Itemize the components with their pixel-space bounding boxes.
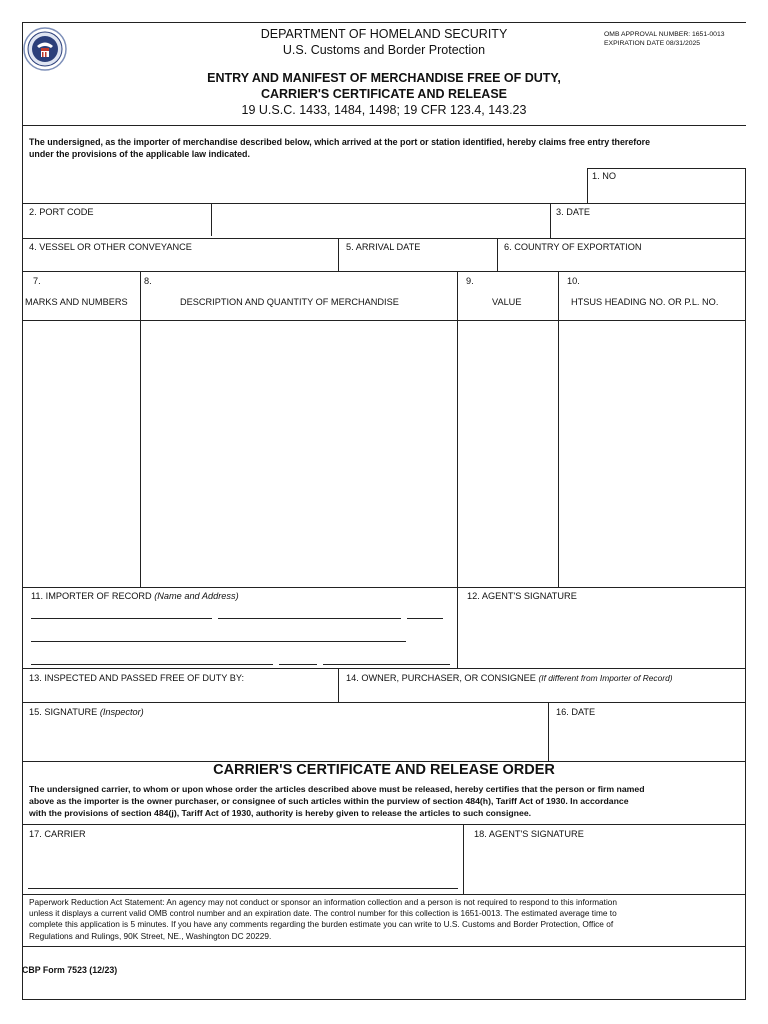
row3-top [22, 238, 746, 239]
paperwork-text [29, 897, 617, 942]
paperwork-top [22, 894, 746, 895]
carrier-title: CARRIER'S CERTIFICATE AND RELEASE ORDER [213, 762, 555, 778]
carrier-label: 17. CARRIER [29, 829, 86, 839]
table-header-bottom [22, 320, 746, 321]
carrier-text [29, 783, 645, 819]
col9-div [457, 271, 458, 668]
date16-div [548, 702, 549, 761]
form-title-line2: CARRIER'S CERTIFICATE AND RELEASE [260, 87, 508, 101]
agent-sig18-label: 18. AGENT'S SIGNATURE [474, 829, 584, 839]
frame-left [22, 22, 23, 1000]
carrier-underline [28, 888, 458, 889]
col9-num: 9. [466, 276, 474, 286]
importer-line-2[interactable] [31, 641, 406, 642]
paperwork-line-4: Regulations and Rulings, 90K Street, NE., Washington DC 20229. [29, 930, 272, 941]
col7-header: MARKS AND NUMBERS [25, 297, 128, 307]
importer-line-1c[interactable] [407, 618, 443, 619]
expiration-date: EXPIRATION DATE 08/31/2025 [604, 40, 701, 47]
signature-label [29, 707, 144, 717]
agent-sig-label: 12. AGENT'S SIGNATURE [467, 591, 577, 601]
arrival-div [338, 238, 339, 272]
date16-label: 16. DATE [556, 707, 596, 717]
carrier-line-2: above as the importer is the owner purchaser, or consignee of such articles within the purview of section 484(h), Tariff Act of 1930. In accordance [29, 796, 629, 806]
row2-top [22, 203, 746, 204]
inspector-signature-input[interactable] [28, 726, 540, 744]
col8-div [140, 271, 141, 587]
intro-line-2: under the provisions of the applicable law indicated. [29, 149, 250, 159]
htsus-input[interactable] [562, 324, 742, 584]
owner-label [346, 673, 673, 683]
form-citation: 19 U.S.C. 1433, 1484, 1498; 19 CFR 123.4, 143.23 [241, 103, 527, 117]
divider-intro-top [22, 125, 746, 126]
form-number: CBP Form 7523 (12/23) [22, 965, 118, 975]
port-code-input[interactable] [28, 220, 206, 234]
port-code-label: 2. PORT CODE [29, 207, 94, 217]
dept-name: DEPARTMENT OF HOMELAND SECURITY [260, 27, 508, 41]
no-input[interactable] [592, 186, 740, 200]
country-div [497, 238, 498, 272]
owner-hint: (If different from Importer of Record) [538, 673, 673, 683]
description-input[interactable] [144, 324, 454, 584]
no-box-left [587, 168, 588, 204]
importer-line-3c[interactable] [323, 664, 450, 665]
frame-bottom [22, 999, 746, 1000]
signature-hint: (Inspector) [99, 707, 144, 717]
inspected-input[interactable] [28, 686, 334, 700]
importer-hint: (Name and Address) [154, 591, 239, 601]
port-name-input[interactable] [216, 212, 546, 228]
agent-sig18-input[interactable] [474, 852, 740, 872]
form-title-line1: ENTRY AND MANIFEST OF MERCHANDISE FREE OF DUTY, [207, 71, 561, 85]
agency-name: U.S. Customs and Border Protection [282, 43, 486, 57]
importer-label-text: 11. IMPORTER OF RECORD [31, 591, 152, 601]
no-box-top [587, 168, 746, 169]
agent-sig-input[interactable] [466, 612, 740, 630]
importer-line-3b[interactable] [279, 664, 317, 665]
col7-num: 7. [33, 276, 41, 286]
inspected-label: 13. INSPECTED AND PASSED FREE OF DUTY BY: [29, 673, 245, 683]
footer-top [22, 946, 746, 947]
dhs-seal-icon [23, 27, 67, 71]
carrier-input[interactable] [28, 848, 456, 878]
col10-num: 10. [567, 276, 580, 286]
date-input[interactable] [556, 221, 740, 235]
country-label: 6. COUNTRY OF EXPORTATION [504, 242, 642, 252]
col8-num: 8. [144, 276, 152, 286]
no-label: 1. NO [592, 171, 616, 181]
vessel-label: 4. VESSEL OR OTHER CONVEYANCE [29, 242, 192, 252]
country-input[interactable] [504, 255, 740, 269]
intro-line-1: The undersigned, as the importer of merchandise described below, which arrived at the port or station identified, hereby claims free entry therefore [29, 137, 651, 147]
date-div [550, 203, 551, 239]
agent18-div [463, 824, 464, 894]
importer-line-1a[interactable] [31, 618, 212, 619]
arrival-date-label: 5. ARRIVAL DATE [346, 242, 421, 252]
value-input[interactable] [461, 324, 555, 584]
importer-line-1b[interactable] [218, 618, 401, 619]
col8-header: DESCRIPTION AND QUANTITY OF MERCHANDISE [180, 297, 399, 307]
carrier-line-1: The undersigned carrier, to whom or upon whose order the articles described above must be released, hereby certifies that the person or firm named [29, 784, 645, 794]
carrier-line-3: with the provisions of section 484(j), Tariff Act of 1930, authority is hereby given to release the articles to such consignee. [29, 808, 532, 818]
row15-top [22, 702, 746, 703]
owner-label-text: 14. OWNER, PURCHASER, OR CONSIGNEE [346, 673, 536, 683]
paperwork-line-1: Paperwork Reduction Act Statement: An agency may not conduct or sponsor an information collection and a person is not required to respond to this information [29, 897, 618, 907]
owner-div [338, 668, 339, 702]
col10-div [558, 271, 559, 587]
importer-line-3a[interactable] [31, 664, 273, 665]
paperwork-line-3: complete this application is 5 minutes. If you have any comments regarding the burden estimate you can write to U.S. Customs and Border Protection, Office of [29, 919, 614, 930]
frame-right [745, 168, 746, 1000]
owner-input[interactable] [346, 686, 740, 700]
arrival-date-input[interactable] [346, 255, 492, 269]
row11-top [22, 587, 746, 588]
date-label: 3. DATE [556, 207, 591, 217]
paperwork-line-2: unless it displays a current valid OMB control number and an expiration date. The control number for this collection is 1651-0013. The estimated average time to [29, 908, 617, 919]
date16-input[interactable] [556, 726, 740, 744]
omb-number: OMB APPROVAL NUMBER: 1651-0013 [604, 31, 725, 38]
marks-input[interactable] [25, 324, 137, 584]
row17-top [22, 824, 746, 825]
frame-top [22, 22, 746, 23]
row13-top [22, 668, 746, 669]
port-code-div [211, 203, 212, 236]
intro-text [29, 136, 650, 160]
table-top [22, 271, 746, 272]
vessel-input[interactable] [28, 255, 334, 269]
col9-header: VALUE [492, 297, 522, 307]
importer-label [31, 591, 239, 601]
signature-label-text: 15. SIGNATURE [29, 707, 98, 717]
col10-header: HTSUS HEADING NO. OR P.L. NO. [571, 297, 719, 307]
